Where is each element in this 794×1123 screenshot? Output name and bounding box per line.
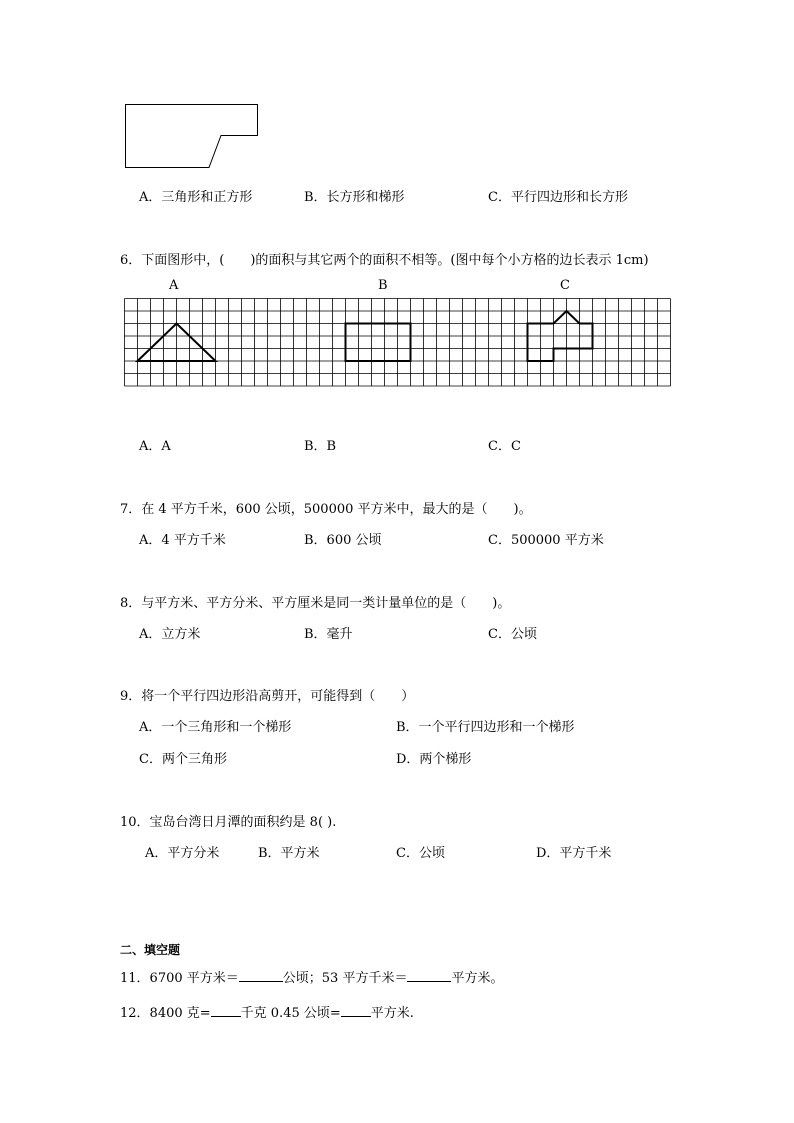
- section-title: 二、填空题: [120, 943, 181, 957]
- q12-line: [120, 1002, 414, 1021]
- q8-option-c[interactable]: C．公顷: [488, 627, 537, 642]
- q11-line: [120, 967, 503, 986]
- q12-part-1: 12．8400 克=: [120, 1006, 211, 1021]
- q10-option-c[interactable]: C．公顷: [396, 846, 445, 861]
- q5-option-c[interactable]: C．平行四边形和长方形: [488, 190, 628, 205]
- q11-part-3: 平方米。: [451, 971, 504, 986]
- figure-b-rectangle: [346, 324, 411, 362]
- q9-option-b[interactable]: B．一个平行四边形和一个梯形: [396, 720, 575, 735]
- q10-option-d[interactable]: D．平方千米: [536, 846, 612, 861]
- q7-option-c[interactable]: C．500000 平方米: [488, 533, 604, 548]
- q9-option-a[interactable]: A．一个三角形和一个梯形: [139, 720, 292, 735]
- q12-part-3: 平方米.: [370, 1006, 414, 1021]
- q9-option-d[interactable]: D．两个梯形: [396, 752, 472, 767]
- q11-blank-1[interactable]: [239, 969, 283, 982]
- q5-figure: [120, 100, 265, 172]
- q8-option-b[interactable]: B．毫升: [304, 627, 353, 642]
- q8-option-a[interactable]: A．立方米: [139, 627, 201, 642]
- q7-option-b[interactable]: B．600 公顷: [304, 533, 382, 548]
- q10-option-b[interactable]: B．平方米: [258, 846, 320, 861]
- q6-option-a[interactable]: A．A: [139, 439, 171, 454]
- q6-option-b[interactable]: B．B: [304, 439, 337, 454]
- q5-option-a[interactable]: A．三角形和正方形: [139, 190, 253, 205]
- q10-stem: 10．宝岛台湾日月潭的面积约是 8( ).: [120, 815, 337, 830]
- q6-stem: 6．下面图形中，( )的面积与其它两个的面积不相等。(图中每个小方格的边长表示 1cm): [120, 253, 649, 268]
- q11-part-2: 公顷；53 平方千米＝: [282, 971, 408, 986]
- q6-figure-label-b: B: [378, 278, 388, 293]
- q11-blank-2[interactable]: [407, 969, 451, 982]
- q6-option-c[interactable]: C．C: [488, 439, 521, 454]
- q9-stem: 9．将一个平行四边形沿高剪开，可能得到（ ）: [120, 689, 415, 704]
- q7-option-a[interactable]: A．4 平方千米: [139, 533, 226, 548]
- q6-figure-label-c: C: [560, 278, 570, 293]
- q12-blank-1[interactable]: [211, 1004, 241, 1017]
- q5-option-b[interactable]: B．长方形和梯形: [304, 190, 405, 205]
- q12-part-2: 千克 0.45 公顷=: [240, 1006, 341, 1021]
- q9-option-c[interactable]: C．两个三角形: [139, 752, 227, 767]
- q10-option-a[interactable]: A．平方分米: [145, 846, 220, 861]
- q6-figure-label-a: A: [169, 278, 179, 293]
- q11-part-1: 11．6700 平方米＝: [120, 971, 239, 986]
- q12-blank-2[interactable]: [341, 1004, 371, 1017]
- q7-stem: 7．在 4 平方千米，600 公顷，500000 平方米中，最大的是（ )。: [120, 502, 532, 517]
- q8-stem: 8．与平方米、平方分米、平方厘米是同一类计量单位的是（ )。: [120, 596, 511, 611]
- q6-grid-figure: [120, 295, 675, 390]
